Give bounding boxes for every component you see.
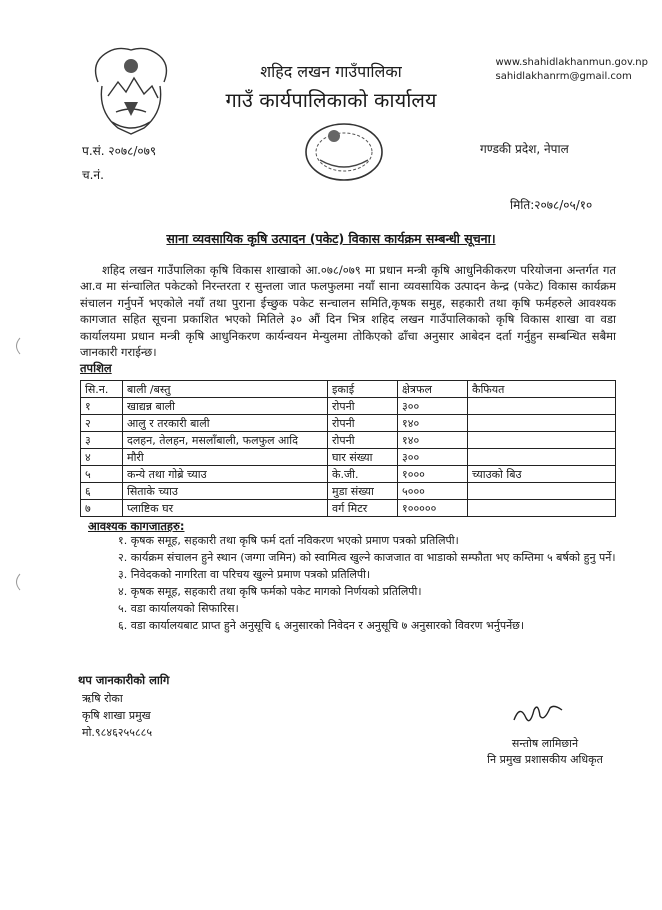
cell-item: प्लाष्टिक घर bbox=[123, 500, 328, 517]
signatory-name: सन्तोष लामिछाने bbox=[511, 737, 579, 750]
list-item: ३. निवेदकको नागरिता वा परिचय खुल्ने प्रमाण पत्रको प्रतिलिपी। bbox=[118, 568, 371, 581]
table-row bbox=[81, 500, 616, 517]
details-table bbox=[80, 380, 616, 517]
cell-unit: के.जी. bbox=[328, 466, 398, 483]
cell-remarks bbox=[468, 398, 616, 415]
contact-title: कृषि शाखा प्रमुख bbox=[82, 709, 151, 722]
contact-phone: मो.९८४६२५५८८५ bbox=[82, 726, 153, 739]
list-item: ६. वडा कार्यालयबाट प्राप्त हुने अनुसूचि ६ अनुसारको निवेदन र अनुसूचि ७ अनुसारको विवरण भर्नुपर्नेछ। bbox=[118, 619, 525, 632]
date: मिति:२०७८/०५/१० bbox=[510, 198, 593, 212]
cell-serial: १ bbox=[81, 398, 123, 415]
table-row bbox=[81, 415, 616, 432]
table-header-row bbox=[81, 381, 616, 398]
cell-area: १४० bbox=[398, 432, 468, 449]
list-item: १. कृषक समूह, सहकारी तथा कृषि फर्म दर्ता नविकरण भएको प्रमाण पत्रको प्रतिलिपी। bbox=[118, 534, 459, 547]
office-seal-stamp bbox=[300, 118, 388, 188]
cell-unit: रोपनी bbox=[328, 432, 398, 449]
punch-mark bbox=[12, 336, 22, 356]
table-row bbox=[81, 432, 616, 449]
organization-name: शहिद लखन गाउँपालिका bbox=[260, 62, 402, 81]
contact-heading: थप जानकारीको लागि bbox=[78, 673, 170, 687]
province-name: गण्डकी प्रदेश, नेपाल bbox=[480, 142, 569, 156]
documents-heading: आवश्यक कागजातहरु: bbox=[88, 519, 185, 533]
cell-remarks bbox=[468, 483, 616, 500]
cell-area: ५००० bbox=[398, 483, 468, 500]
cell-unit: रोपनी bbox=[328, 415, 398, 432]
email-link[interactable]: sahidlakhanrm@gmail.com bbox=[495, 71, 632, 82]
website-link[interactable]: www.shahidlakhanmun.gov.np bbox=[495, 57, 648, 68]
cell-serial: ५ bbox=[81, 466, 123, 483]
cell-unit: वर्ग मिटर bbox=[328, 500, 398, 517]
header-cell: कैफियत bbox=[468, 381, 616, 398]
punch-mark bbox=[12, 572, 22, 592]
notice-body: शहिद लखन गाउँपालिका कृषि विकास शाखाको आ.०७८/०७९ मा प्रधान मन्त्री कृषि आधुनिकीकरण परियोजना अन्तर्गत गत आ.व मा संन्चालित पकेटको निरन्तरता र सुन्तला जात फलफुलमा नयाँ साना व्यवसायिक उत्पादन केन्द्र (पकेट) विकास कार्यक्रम संचालन गर्नुपर्ने भएकोले नयाँ तथा पुराना ईच्छुक पकेट सन्चालन समिति,कृषक समुह, सहकारी तथा कृषि फर्महरुले आवश्यक कागजात सहित सूचना प्रकाशित भएको मितिले ३० औं दिन भित्र शहिद लखन गाउँपालिकाको कृषि विकास शाखा वा वडा कार्यालयमा प्रधान मन्त्री कृषि आधुनिकरण कार्यन्वयन मेन्युलमा तोकिएको ढाँचा अनुसार आबेदन दर्ता गर्नुहुन सम्बन्धित सबैमा जानकारी गराईन्छ। bbox=[80, 263, 616, 360]
table-row bbox=[81, 466, 616, 483]
cell-item: दलहन, तेलहन, मसलाँबाली, फलफुल आदि bbox=[123, 432, 328, 449]
cell-remarks bbox=[468, 415, 616, 432]
cell-remarks bbox=[468, 500, 616, 517]
table-row bbox=[81, 449, 616, 466]
signatory-block bbox=[480, 736, 610, 768]
cell-area: ३०० bbox=[398, 398, 468, 415]
contact-details bbox=[82, 690, 152, 741]
cell-item: खाद्यन्न बाली bbox=[123, 398, 328, 415]
cell-unit: रोपनी bbox=[328, 398, 398, 415]
handwritten-signature bbox=[510, 700, 566, 728]
table-row bbox=[81, 483, 616, 500]
header-cell: बाली /बस्तु bbox=[123, 381, 328, 398]
contact-name: ऋषि रोका bbox=[82, 692, 123, 705]
cell-area: १००० bbox=[398, 466, 468, 483]
cell-serial: ४ bbox=[81, 449, 123, 466]
table-title: तपशिल bbox=[80, 361, 112, 375]
cell-remarks bbox=[468, 432, 616, 449]
cell-item: आलु र तरकारी बाली bbox=[123, 415, 328, 432]
reference-number: प.सं. २०७८/०७९ bbox=[82, 144, 157, 158]
list-item: ४. कृषक समूह, सहकारी तथा कृषि फर्मको पकेट मागको निर्णयको प्रतिलिपी। bbox=[118, 585, 422, 598]
header-cell: क्षेत्रफल bbox=[398, 381, 468, 398]
cell-item: सिताके च्याउ bbox=[123, 483, 328, 500]
cell-area: ३०० bbox=[398, 449, 468, 466]
cell-serial: ६ bbox=[81, 483, 123, 500]
cell-serial: ७ bbox=[81, 500, 123, 517]
header-cell: इकाई bbox=[328, 381, 398, 398]
contact-block bbox=[495, 56, 648, 84]
header-cell: सि.न. bbox=[81, 381, 123, 398]
office-name: गाउँ कार्यपालिकाको कार्यालय bbox=[225, 88, 437, 112]
cell-serial: ३ bbox=[81, 432, 123, 449]
list-item: ५. वडा कार्यालयको सिफारिस। bbox=[118, 602, 239, 615]
cell-area: १४० bbox=[398, 415, 468, 432]
table-row bbox=[81, 398, 616, 415]
documents-list bbox=[118, 532, 618, 634]
signatory-title: नि प्रमुख प्रशासकीय अधिकृत bbox=[487, 753, 603, 766]
cell-remarks: च्याउको बिउ bbox=[468, 466, 616, 483]
notice-subject: साना व्यवसायिक कृषि उत्पादन (पकेट) विकास कार्यक्रम सम्बन्धी सूचना। bbox=[166, 231, 496, 246]
cell-item: मौरी bbox=[123, 449, 328, 466]
dispatch-number: च.नं. bbox=[82, 168, 104, 182]
cell-area: १००००० bbox=[398, 500, 468, 517]
cell-serial: २ bbox=[81, 415, 123, 432]
cell-remarks bbox=[468, 449, 616, 466]
cell-unit: मुडा संख्या bbox=[328, 483, 398, 500]
list-item: २. कार्यक्रम संचालन हुने स्थान (जग्गा जमिन) को स्वामित्व खुल्ने काजजात वा भाडाको सम्फौता भए कम्तिमा ५ बर्षको हुनु पर्ने। bbox=[118, 551, 616, 564]
cell-unit: घार संख्या bbox=[328, 449, 398, 466]
cell-item: कन्ये तथा गोब्रे च्याउ bbox=[123, 466, 328, 483]
